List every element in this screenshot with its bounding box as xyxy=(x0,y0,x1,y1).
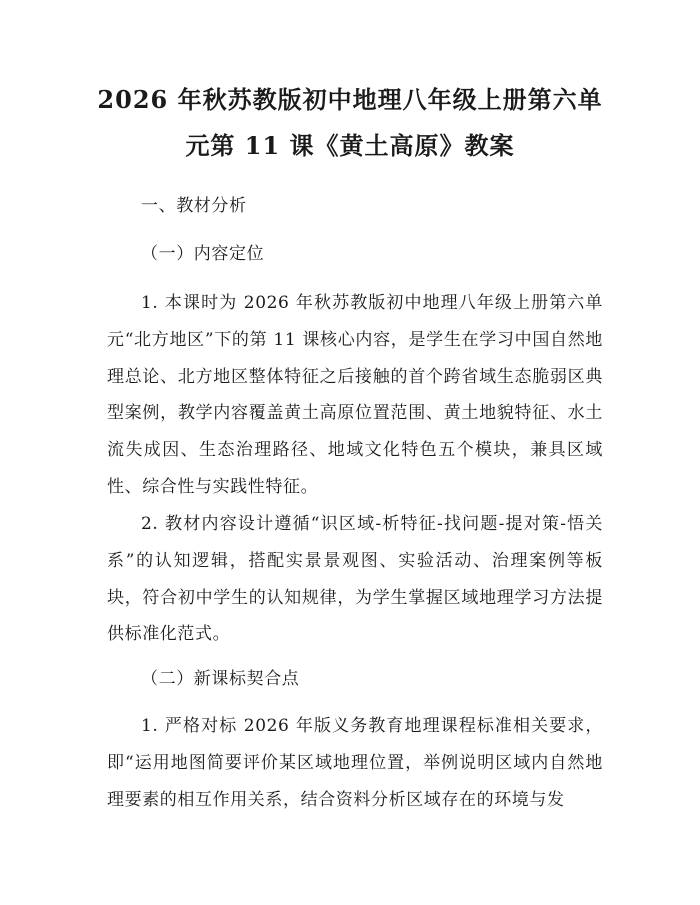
subsection-heading-curriculum-alignment: （二）新课标契合点 xyxy=(141,669,300,689)
subsection-heading-content-positioning: （一）内容定位 xyxy=(141,244,265,264)
paragraph-curriculum-alignment-1: 1. 严格对标 2026 年版义务教育地理课程标准相关要求，即“运用地图简要评价某区域地理位置，举例说明区域内自然地理要素的相互作用关系，结合资料分析区域存在的环境与发 xyxy=(107,716,603,810)
section-heading-textbook-analysis: 一、教材分析 xyxy=(141,196,247,216)
paragraph-content-positioning-1: 1. 本课时为 2026 年秋苏教版初中地理八年级上册第六单元“北方地区”下的第 11 课核心内容，是学生在学习中国自然地理总论、北方地区整体特征之后接触的首个跨省域生态脆弱区典型案例，教学内容覆盖黄土高原位置范围、黄土地貌特征、水土流失成因、生态治理路径、地域文化特色五个模块，兼具区域性、综合性与实践性特征。 xyxy=(107,293,603,497)
document-title-line-2: 元第 11 课《黄土高原》教案 xyxy=(185,131,515,160)
paragraph-content-positioning-2: 2. 教材内容设计遵循“识区域-析特征-找问题-提对策-悟关系”的认知逻辑，搭配实景景观图、实验活动、治理案例等板块，符合初中学生的认知规律，为学生掌握区域地理学习方法提供标准化范式。 xyxy=(107,514,603,645)
document-title-line-1: 2026 年秋苏教版初中地理八年级上册第六单 xyxy=(97,85,603,114)
